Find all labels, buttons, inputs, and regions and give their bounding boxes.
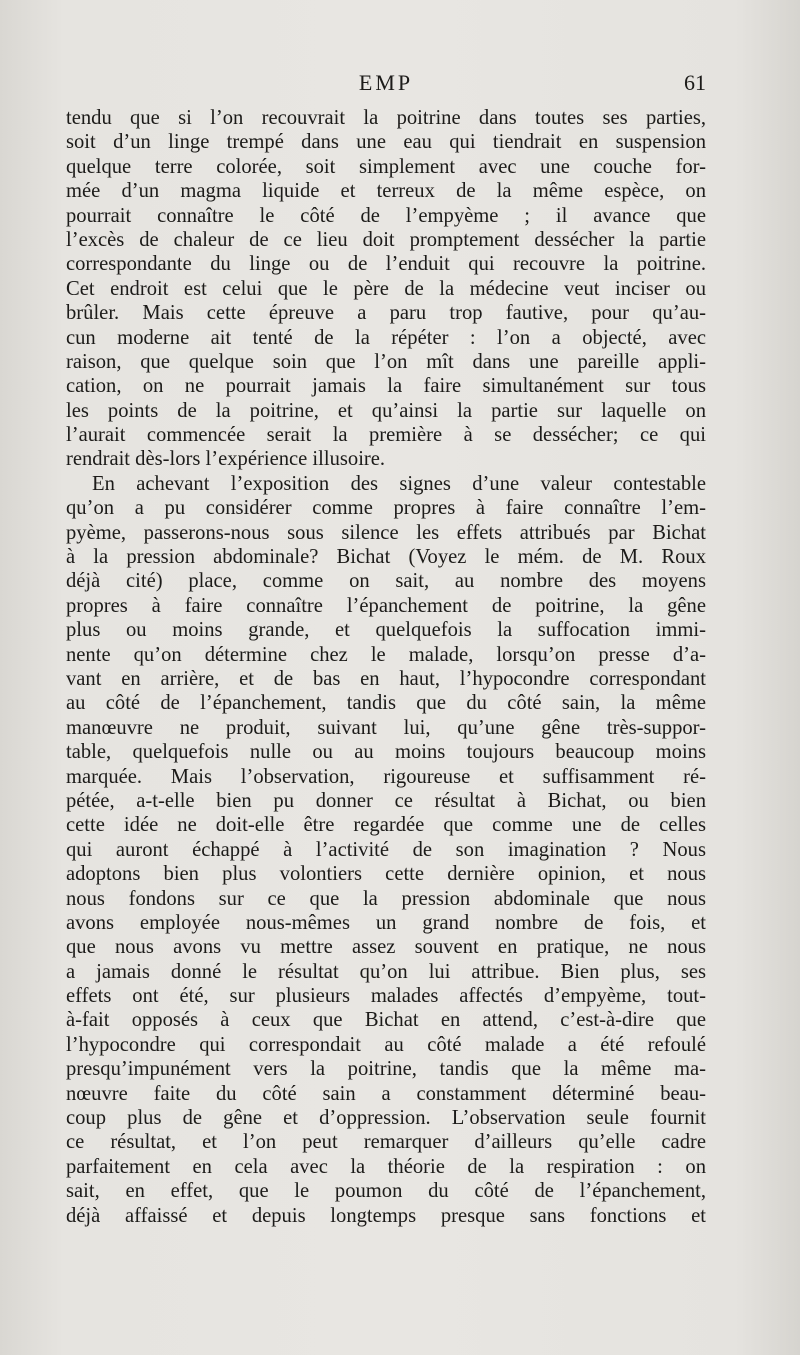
text-line: quelque terre colorée, soit simplement avec une couche for- xyxy=(66,155,706,178)
text-line: soit d’un linge trempé dans une eau qui tiendrait en suspension xyxy=(66,131,706,154)
text-line: mée d’un magma liquide et terreux de la même espèce, on xyxy=(66,180,706,203)
text-line: sait, en effet, que le poumon du côté de l’épanchement, xyxy=(66,1180,706,1203)
text-line: nous fondons sur ce que la pression abdominale que nous xyxy=(66,887,706,910)
text-line: raison, que quelque soin que l’on mît dans une pareille appli- xyxy=(66,350,706,373)
text-line: parfaitement en cela avec la théorie de la respiration : on xyxy=(66,1155,706,1178)
text-line: pétée, a-t-elle bien pu donner ce résultat à Bichat, ou bien xyxy=(66,789,706,812)
text-line: déjà affaissé et depuis longtemps presque sans fonctions et xyxy=(66,1204,706,1227)
text-line: au côté de l’épanchement, tandis que du côté sain, la même xyxy=(66,692,706,715)
text-line: nœuvre faite du côté sain a constamment déterminé beau- xyxy=(66,1082,706,1105)
text-line: Cet endroit est celui que le père de la médecine veut inciser ou xyxy=(66,277,706,300)
text-line: coup plus de gêne et d’oppression. L’observation seule fournit xyxy=(66,1107,706,1130)
body-text xyxy=(66,106,706,1228)
page-number: 61 xyxy=(684,70,706,95)
text-line: l’aurait commencée serait la première à se dessécher; ce qui xyxy=(66,424,706,447)
running-head: EMP xyxy=(358,70,414,95)
text-line: propres à faire connaître l’épanchement de poitrine, la gêne xyxy=(66,594,706,617)
text-line: correspondante du linge ou de l’enduit qui recouvre la poitrine. xyxy=(66,253,706,276)
text-line: avons employée nous-mêmes un grand nombre de fois, et xyxy=(66,911,706,934)
text-line: pyème, passerons-nous sous silence les effets attribués par Bichat xyxy=(66,521,706,544)
text-line: adoptons bien plus volontiers cette dernière opinion, et nous xyxy=(66,863,706,886)
text-line: tendu que si l’on recouvrait la poitrine dans toutes ses parties, xyxy=(66,107,706,129)
text-line: cun moderne ait tenté de la répéter : l’on a objecté, avec xyxy=(66,326,706,349)
text-line: rendrait dès-lors l’expérience illusoire. xyxy=(66,448,386,471)
text-line: à la pression abdominale? Bichat (Voyez le mém. de M. Roux xyxy=(66,546,706,569)
text-line: a jamais donné le résultat qu’on lui attribue. Bien plus, ses xyxy=(66,960,706,983)
text-line: presqu’impunément vers la poitrine, tandis que la même ma- xyxy=(66,1058,706,1081)
text-line: vant en arrière, et de bas en haut, l’hypocondre correspondant xyxy=(66,667,706,690)
text-line: nente qu’on détermine chez le malade, lorsqu’on presse d’a- xyxy=(66,643,706,666)
page-header xyxy=(66,70,706,104)
text-line: l’hypocondre qui correspondait au côté malade a été refoulé xyxy=(66,1033,706,1056)
text-line: que nous avons vu mettre assez souvent en pratique, ne nous xyxy=(66,936,706,959)
text-line: En achevant l’exposition des signes d’une valeur contestable xyxy=(92,472,706,495)
text-line: qu’on a pu considérer comme propres à faire connaître l’em- xyxy=(66,497,706,520)
text-line: marquée. Mais l’observation, rigoureuse et suffisamment ré- xyxy=(66,765,706,788)
text-line: manœuvre ne produit, suivant lui, qu’une gêne très-suppor- xyxy=(66,716,706,739)
text-line: ce résultat, et l’on peut remarquer d’ailleurs qu’elle cadre xyxy=(66,1131,706,1154)
text-line: effets ont été, sur plusieurs malades affectés d’empyème, tout- xyxy=(66,985,706,1008)
text-line: table, quelquefois nulle ou au moins toujours beaucoup moins xyxy=(66,741,706,764)
text-line: cation, on ne pourrait jamais la faire simultanément sur tous xyxy=(66,375,706,398)
text-line: qui auront échappé à l’activité de son imagination ? Nous xyxy=(66,838,706,861)
text-line: l’excès de chaleur de ce lieu doit promptement dessécher la partie xyxy=(66,228,706,251)
text-line: les points de la poitrine, et qu’ainsi la partie sur laquelle on xyxy=(66,399,706,422)
text-line: brûler. Mais cette épreuve a paru trop fautive, pour qu’au- xyxy=(66,302,706,325)
text-line: à-fait opposés à ceux que Bichat en attend, c’est-à-dire que xyxy=(66,1009,706,1032)
text-line: pourrait connaître le côté de l’empyème ; il avance que xyxy=(66,204,706,227)
text-line: plus ou moins grande, et quelquefois la suffocation immi- xyxy=(66,619,706,642)
text-line: déjà cité) place, comme on sait, au nombre des moyens xyxy=(66,570,706,593)
text-line: cette idée ne doit-elle être regardée que comme une de celles xyxy=(66,814,706,837)
